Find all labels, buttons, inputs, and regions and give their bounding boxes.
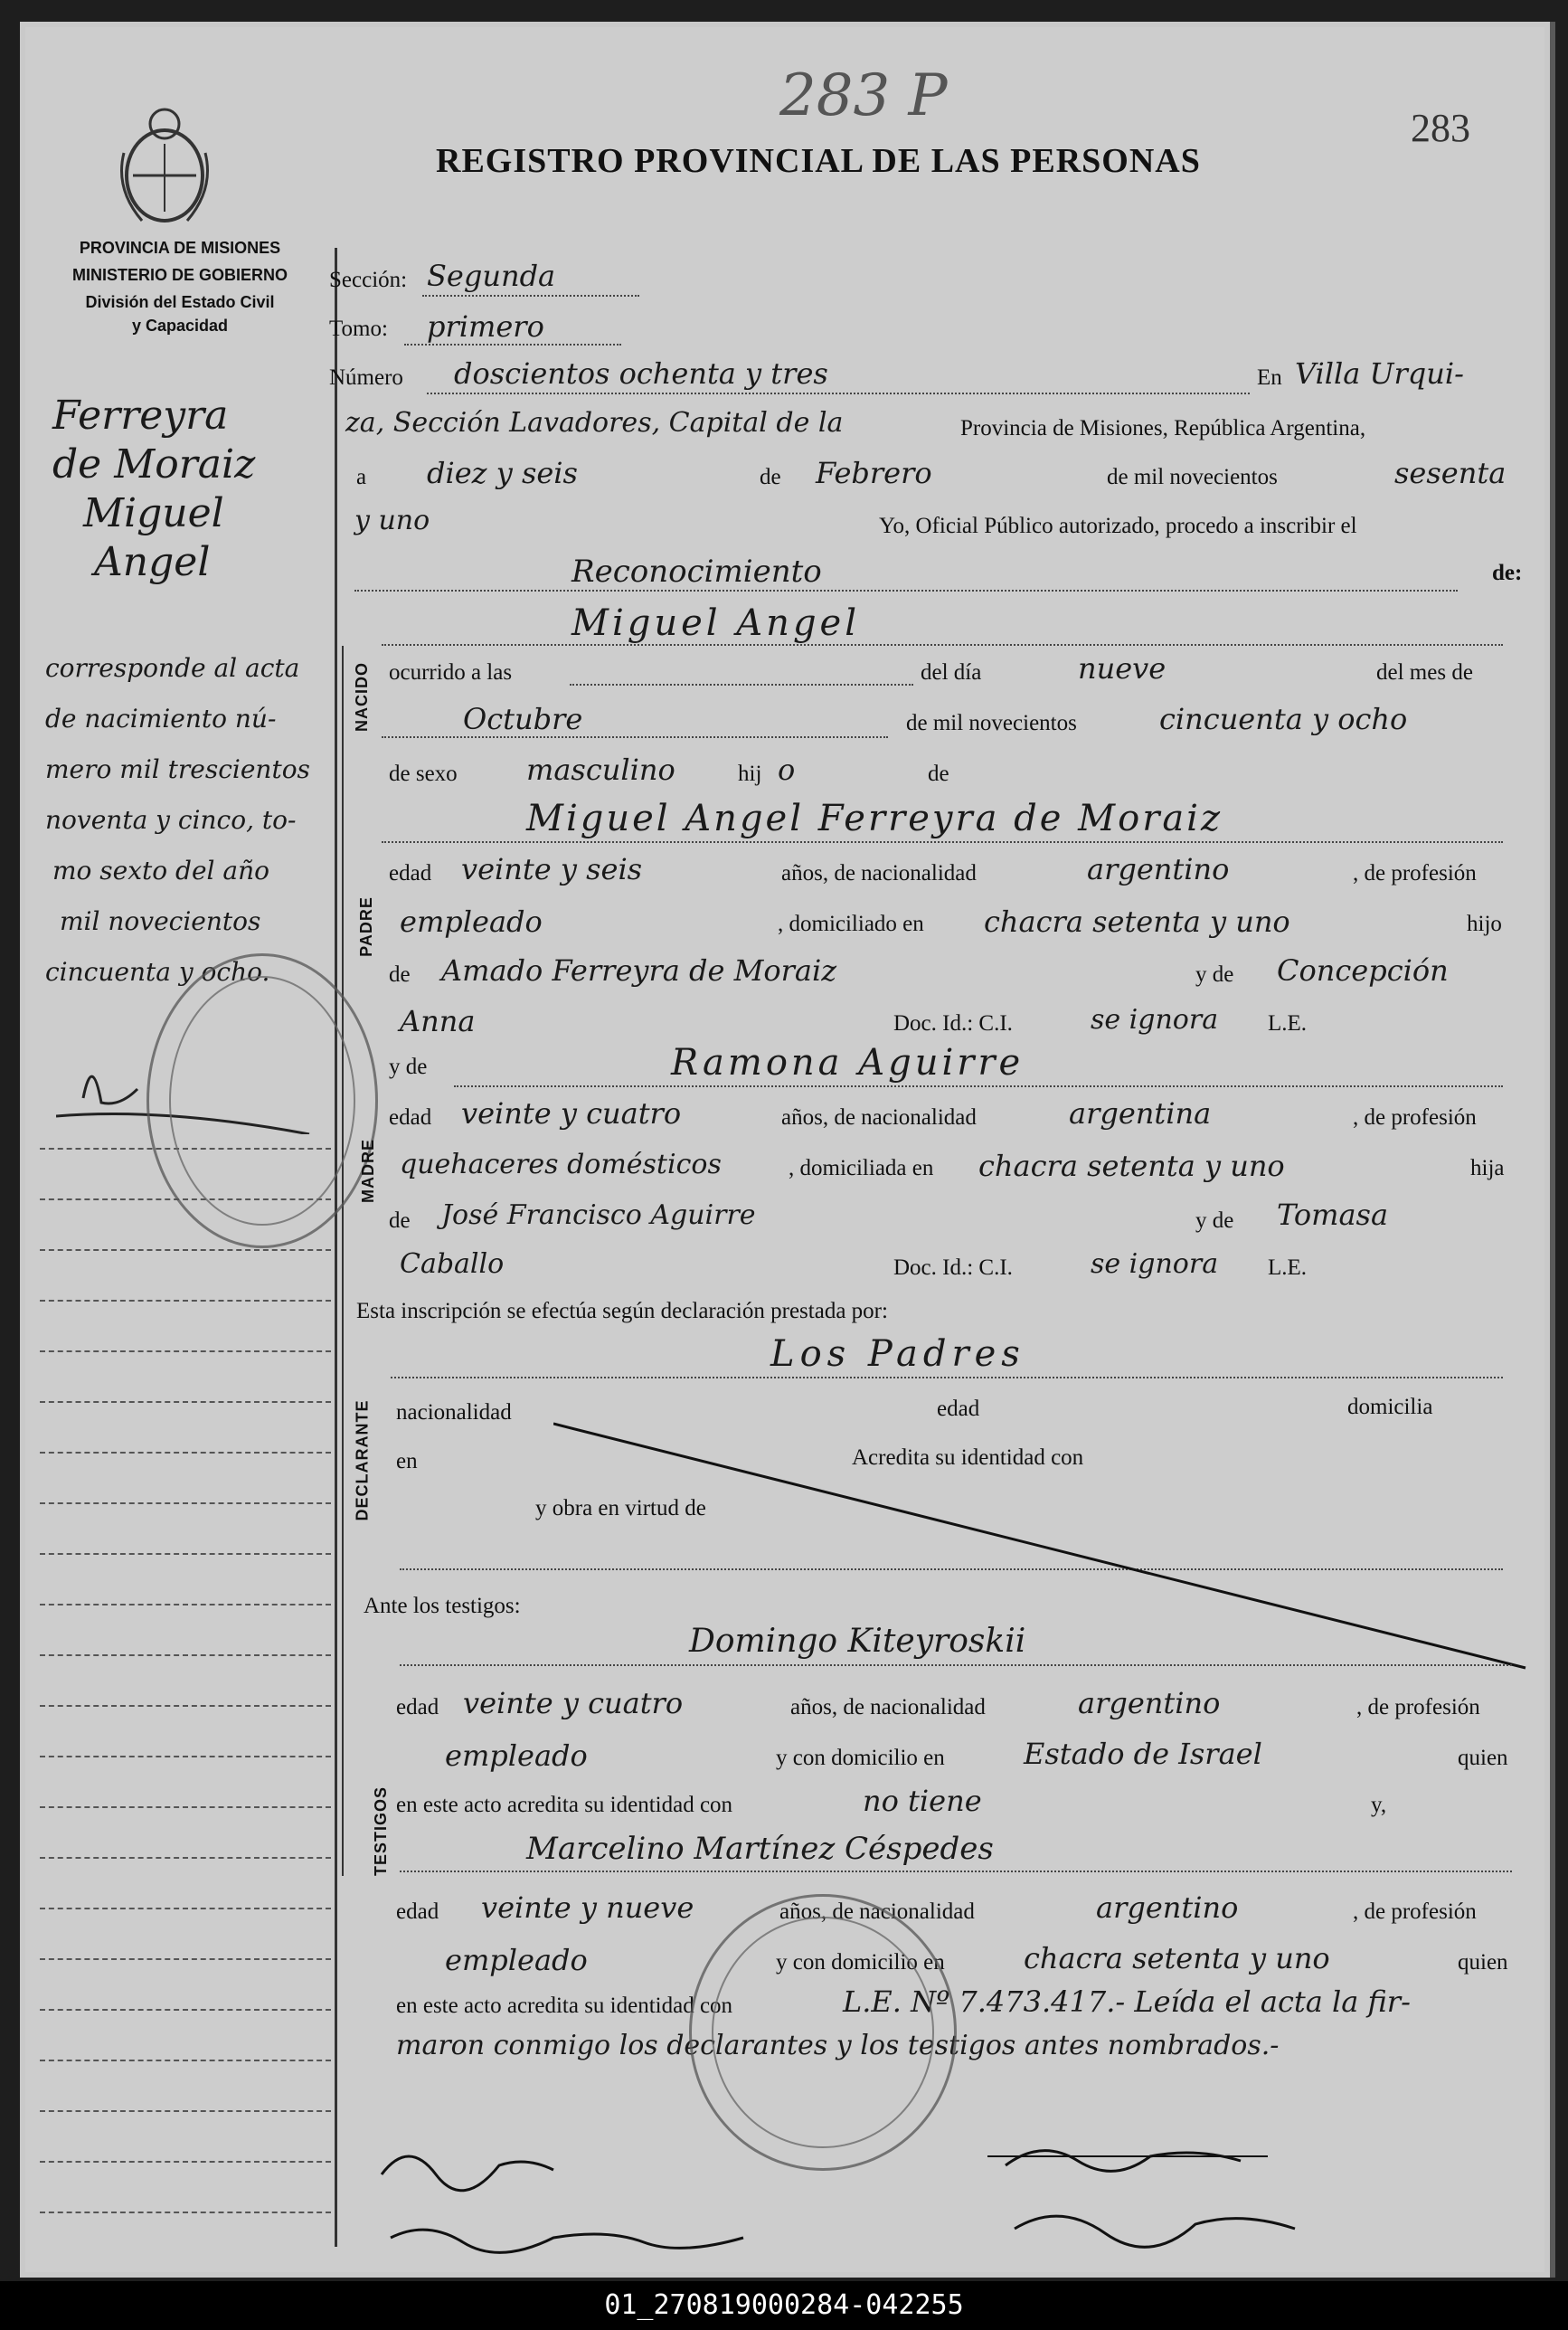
father-doc-label: Doc. Id.: C.I. [893,1011,1013,1036]
de-label: de [760,465,781,489]
birth-day: nueve [1078,651,1167,686]
grandmother-paternal-cont: Anna [400,1004,476,1038]
witness2-nac-label: años, de nacionalidad [779,1899,975,1924]
mother-profesion: quehaceres domésticos [400,1149,722,1180]
father-nac-label: años, de nacionalidad [781,861,977,886]
archive-number: 283 P [779,62,948,129]
seccion-value: Segunda [427,259,556,293]
page-number: 283 [1411,106,1470,150]
witness1-name-line [400,1664,1512,1666]
witness1-edad: veinte y cuatro [463,1686,684,1720]
declarante-line [391,1377,1503,1378]
margin-surname-1: Ferreyra [52,393,229,439]
numero-label: Número [329,365,403,390]
witness2-profesion: empleado [445,1943,588,1977]
father-name: Miguel Angel Ferreyra de Moraiz [526,798,1223,839]
margin-rule-line [40,1756,331,1757]
father-prof-label: , de profesión [1353,861,1477,886]
margin-rule-line [40,2060,331,2061]
numero-line [427,393,1250,394]
birth-year-label: de mil novecientos [906,711,1077,735]
grandmother-paternal: Concepción [1277,953,1449,988]
place-continuation: za, Sección Lavadores, Capital de la [345,407,844,439]
witness2-dom-label: y con domicilio en [776,1950,945,1975]
witness2-name-line [400,1871,1512,1872]
father-edad-label: edad [389,861,432,886]
hour-line [570,684,913,686]
witness2-acr-label: en este acto acredita su identidad con [396,1994,733,2018]
mother-edad-label: edad [389,1105,432,1130]
margin-rule-line [40,1958,331,1960]
declarante-edad-label: edad [937,1397,980,1421]
father-name-line [382,841,1503,843]
father-profesion: empleado [400,905,543,939]
margin-rule-line [40,2212,331,2213]
declarante-nac-label: nacionalidad [396,1400,512,1425]
margin-divider [335,248,337,2247]
declarante-value: Los Padres [770,1333,1025,1375]
margin-rule-line [40,1401,331,1403]
margin-rule-line [40,1806,331,1808]
child-name: Miguel Angel [571,602,861,644]
father-nacionalidad: argentino [1087,852,1230,886]
tomo-label: Tomo: [329,317,388,341]
margin-given-name-1: Miguel [83,490,224,536]
grandmother-maternal: Tomasa [1277,1198,1389,1232]
mother-name: Ramona Aguirre [671,1042,1025,1084]
mother-name-line [454,1085,1503,1087]
margin-rule-line [40,1502,331,1504]
year-value: sesenta [1394,456,1507,490]
day-value: diez y seis [427,456,578,490]
grandfather-paternal: Amado Ferreyra de Moraiz [441,953,837,988]
witness1-acr-label: en este acto acredita su identidad con [396,1793,733,1817]
birth-year: cincuenta y ocho [1159,702,1408,736]
signatures [354,2120,1530,2274]
testigos-intro: Ante los testigos: [364,1594,521,1618]
madre-section-label: MADRE [359,1139,377,1203]
year-label: de mil novecientos [1107,465,1278,489]
margin-rule-line [40,1300,331,1302]
seccion-line [422,295,639,297]
witness2-edad: veinte y nueve [481,1890,694,1925]
issuer-division: División del Estado Civil [85,293,275,311]
margin-surname-2: de Moraiz [52,441,256,488]
witness1-dom-label: y con domicilio en [776,1746,945,1770]
numero-value: doscientos ochenta y tres [454,356,828,391]
mother-le-label: L.E. [1268,1255,1308,1280]
margin-note-line: de nacimiento nú- [45,704,277,734]
witness1-nacionalidad: argentino [1078,1686,1221,1720]
de-colon-label: de: [1492,561,1523,585]
file-id-footer: 01_270819000284-042255 [0,2281,1568,2330]
declarante-section-label: DECLARANTE [353,1399,372,1521]
witness1-y: y, [1371,1793,1387,1817]
margin-note-line: mil novecientos [60,906,261,936]
hija-label: hija [1470,1156,1505,1180]
mother-dom-label: , domiciliada en [789,1156,934,1180]
issuer-ministry: MINISTERIO DE GOBIERNO [71,266,288,284]
declarante-obra-label: y obra en virtud de [535,1496,706,1520]
margin-rule-line [40,2110,331,2112]
grandmother-maternal-cont: Caballo [400,1248,505,1280]
page-title: REGISTRO PROVINCIAL DE LAS PERSONAS [436,142,1201,180]
margin-note-line: noventa y cinco, to- [45,805,297,835]
tomo-value: primero [427,309,544,344]
seccion-label: Sección: [329,268,408,292]
witness2-prof-label: , de profesión [1353,1899,1477,1924]
margin-rule-line [40,1249,331,1251]
del-mes-label: del mes de [1376,660,1473,685]
mother-edad: veinte y cuatro [461,1096,682,1131]
father-le-label: L.E. [1268,1011,1308,1036]
margin-rule-line [40,1452,331,1454]
mother-doc-label: Doc. Id.: C.I. [893,1255,1013,1280]
father-domicilio: chacra setenta y uno [984,905,1290,939]
mother-de-label: de [389,1208,411,1233]
margin-note-line: mero mil trescientos [45,754,310,784]
mother-prof-label: , de profesión [1353,1105,1477,1130]
mother-doc: se ignora [1091,1248,1219,1280]
witness1-domicilio: Estado de Israel [1024,1737,1262,1771]
witness1-profesion: empleado [445,1738,588,1773]
declarante-en-label: en [396,1449,418,1473]
margin-note-line: mo sexto del año [52,856,269,886]
mother-nac-label: años, de nacionalidad [781,1105,977,1130]
witness2-domicilio: chacra setenta y uno [1024,1941,1330,1975]
margin-note-line: cincuenta y ocho. [45,957,270,987]
father-dom-label: , domiciliado en [778,912,924,936]
mother-nacionalidad: argentina [1069,1096,1212,1131]
father-y-de-label: y de [1195,962,1234,987]
en-label: En [1257,365,1282,390]
coat-of-arms-icon [106,99,223,234]
grandfather-maternal: José Francisco Aguirre [441,1199,756,1231]
witness1-nac-label: años, de nacionalidad [790,1695,986,1719]
issuer-province: PROVINCIA DE MISIONES [79,239,281,257]
father-edad: veinte y seis [461,852,643,886]
sexo-label: de sexo [389,762,458,786]
margin-rule-line [40,1705,331,1707]
declarante-dom-label: domicilia [1347,1395,1433,1419]
tomo-line [404,344,621,346]
closing-text: maron conmigo los declarantes y los testigos antes nombrados.- [396,2030,1280,2061]
ocurrido-label: ocurrido a las [389,660,513,685]
padre-section-label: PADRE [356,896,375,957]
hij-suffix: o [778,753,796,787]
margin-rule-line [40,1350,331,1352]
declarante-intro: Esta inscripción se efectúa según declaración prestada por: [356,1299,888,1323]
hij-label: hij [738,762,762,786]
witness1-edad-label: edad [396,1695,439,1719]
witness2-acredita: L.E. Nº 7.473.417.- Leída el acta la fir- [843,1984,1411,2019]
witness2-nacionalidad: argentino [1096,1890,1239,1925]
margin-rule-line [40,1857,331,1859]
child-name-line [382,644,1503,646]
section-bracket [342,646,360,1876]
act-type: Reconocimiento [571,554,822,590]
year-value-cont: y uno [354,505,430,536]
mother-y-de-label: y de [389,1055,428,1079]
witness2-edad-label: edad [396,1899,439,1924]
birth-month: Octubre [463,702,583,736]
margin-rule-line [40,2009,331,2011]
father-doc: se ignora [1091,1004,1219,1036]
margin-given-name-2: Angel [94,539,211,585]
mother-domicilio: chacra setenta y uno [978,1149,1285,1183]
witness1-acredita: no tiene [863,1784,982,1818]
witness2-name: Marcelino Martínez Céspedes [526,1831,994,1867]
issuer-capacity: y Capacidad [131,317,229,335]
witness1-quien: quien [1458,1746,1508,1770]
sexo-value: masculino [526,753,675,787]
margin-rule-line [40,1654,331,1656]
nacido-section-label: NACIDO [353,662,371,732]
province-text: Provincia de Misiones, República Argentina, [960,416,1366,440]
month-value: Febrero [816,456,932,490]
witness2-quien: quien [1458,1950,1508,1975]
witness1-name: Domingo Kiteyroskii [689,1623,1026,1660]
de-label: de [928,762,949,786]
margin-rule-line [40,1908,331,1909]
witness1-prof-label: , de profesión [1356,1695,1480,1719]
en-value: Villa Urqui- [1295,356,1464,391]
margin-note-line: corresponde al acta [45,653,300,683]
margin-rule-line [40,1553,331,1555]
del-dia-label: del día [921,660,982,685]
hijo-label: hijo [1467,912,1502,936]
declarante-acredita-label: Acredita su identidad con [852,1445,1084,1470]
margin-rule-line [40,1604,331,1605]
a-label: a [356,465,367,489]
birth-month-line [382,736,888,738]
testigos-section-label: TESTIGOS [372,1785,391,1877]
officer-text: Yo, Oficial Público autorizado, procedo a inscribir el [879,514,1357,538]
margin-rule-line [40,2161,331,2163]
mother-y-de-label-2: y de [1195,1208,1234,1233]
document-page [20,22,1555,2278]
act-type-line [354,590,1458,592]
official-stamp-left [146,953,378,1248]
father-de-label: de [389,962,411,987]
